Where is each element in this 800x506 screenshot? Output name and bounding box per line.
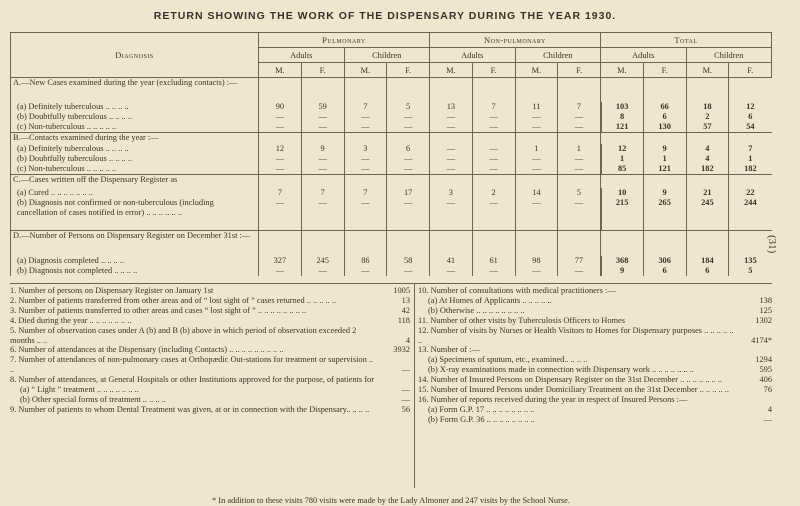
row-label: (a) Cured .. .. .. .. .. .. .. [11,188,259,198]
value-cell: 368 [601,256,644,266]
empty-cell [344,231,387,257]
value-cell: 245 [301,256,344,266]
value-cell: 4 [686,144,729,154]
statistic-label: 13. Number of :— [418,345,480,355]
group-header-total: Total [601,33,772,48]
empty-cell [387,175,430,189]
section-heading: D.—Number of Persons on Dispensary Register on December 31st :— [11,231,259,257]
value-cell: 90 [259,102,302,112]
value-cell: 5 [558,188,601,198]
value-cell: 244 [729,198,772,231]
value-cell: — [515,266,558,276]
sex-header: F. [558,63,601,78]
row-label: (b) Doubtfully tuberculous .. .. .. .. [11,154,259,164]
value-cell: — [301,198,344,231]
sex-header: M. [686,63,729,78]
value-cell: — [259,198,302,231]
value-cell: 121 [643,164,686,175]
empty-cell [558,133,601,145]
value-cell: — [430,164,473,175]
empty-cell [344,78,387,103]
statistic-item [10,345,410,355]
statistic-label: (b) X-ray examinations made in connection with Dispensary work .. .. .. .. .. .. .. [428,365,694,375]
value-cell: — [387,122,430,133]
value-cell: 17 [387,188,430,198]
value-cell: — [344,266,387,276]
value-cell: 12 [729,102,772,112]
statistic-label: (a) At Homes of Applicants .. .. .. .. .. [428,295,552,305]
value-cell: 13 [430,102,473,112]
value-cell: 135 [729,256,772,266]
value-cell: 5 [387,102,430,112]
statistic-value: 1005 [393,286,410,295]
footnote: * In addition to these visits 780 visits were made by the Lady Almoner and 247 visits by the School Nurse. [212,496,570,505]
statistic-item [418,326,772,346]
empty-cell [601,78,644,103]
subgroup-header: Children [344,48,430,63]
value-cell: — [301,266,344,276]
value-cell: 6 [387,144,430,154]
value-cell: 9 [643,144,686,154]
statistic-label: 7. Number of attendances of non-pulmonary cases at Orthopædic Out-stations for treatment or supervision .. .. [10,355,374,375]
value-cell: — [259,112,302,122]
value-cell: 3 [430,188,473,198]
empty-cell [387,78,430,103]
value-cell: — [344,198,387,231]
section-heading-row [11,175,772,189]
subgroup-header: Adults [430,48,516,63]
value-cell: 58 [387,256,430,266]
statistic-label: 3. Number of patients transferred to other areas and cases “ lost sight of ” .. .. .. .. .. .. .. .. [10,305,307,315]
statistic-item [10,355,410,375]
value-cell: — [301,164,344,175]
page-number: (31) [766,235,778,254]
statistic-label: 12. Number of visits by Nurses or Health Visitors to Homes for Dispensary purposes .. .. .. .. .. .. [418,325,734,345]
statistic-value: 1294 [755,355,772,365]
value-cell: 1 [558,144,601,154]
value-cell: 215 [601,198,644,231]
section-heading: B.—Contacts examined during the year :— [11,133,259,145]
table-row [11,154,772,164]
empty-cell [729,231,772,257]
value-cell: 103 [601,102,644,112]
statistic-label: 15. Number of Insured Persons under Domiciliary Treatment on the 31st December .. .. .. .. .. [418,385,729,395]
statistic-label: 10. Number of consultations with medical practitioners :— [418,286,616,295]
statistic-item [10,326,410,346]
empty-cell [515,133,558,145]
statistic-label: (b) Other special forms of treatment .. .. .. .. [20,394,166,404]
statistic-value: — [401,385,410,395]
statistic-label: (a) Form G.P. 17 .. .. .. .. .. .. .. .. [428,404,535,414]
statistic-item [418,395,772,405]
empty-cell [643,78,686,103]
statistic-label: (a) Specimens of sputum, etc., examined.. .. .. .. [428,355,588,365]
value-cell: 12 [259,144,302,154]
empty-cell [558,231,601,257]
value-cell: 1 [643,154,686,164]
statistic-value: 4174* [751,335,772,345]
value-cell: — [558,164,601,175]
row-label: (a) Diagnosis completed .. .. .. .. [11,256,259,266]
empty-cell [430,175,473,189]
value-cell: — [259,122,302,133]
value-cell: — [301,154,344,164]
value-cell: — [515,122,558,133]
statistic-label: 16. Number of reports received during the year in respect of Insured Persons :— [418,394,688,404]
value-cell: 22 [729,188,772,198]
value-cell: — [259,154,302,164]
row-label: (a) Definitely tuberculous .. .. .. .. [11,144,259,154]
empty-cell [259,231,302,257]
section-heading: A.—New Cases examined during the year (excluding contacts) :— [11,78,259,103]
statistic-item [418,345,772,355]
statistic-value: 56 [401,404,410,414]
statistic-item [418,355,772,365]
empty-cell [558,78,601,103]
section-heading-row [11,78,772,103]
empty-cell [686,231,729,257]
empty-cell [729,133,772,145]
value-cell: — [472,122,515,133]
value-cell: 12 [601,144,644,154]
statistic-value: 3932 [393,345,410,355]
sex-header: M. [344,63,387,78]
statistic-value: 4 [405,335,410,345]
subgroup-header: Children [686,48,772,63]
value-cell: 1 [601,154,644,164]
subgroup-header: Children [515,48,601,63]
table-row [11,112,772,122]
sex-header: F. [643,63,686,78]
sex-header: M. [515,63,558,78]
table-row [11,144,772,154]
statistic-label: 1. Number of persons on Dispensary Register on January 1st [10,286,214,295]
empty-cell [729,175,772,189]
value-cell: — [344,122,387,133]
value-cell: — [515,198,558,231]
empty-cell [472,133,515,145]
empty-cell [387,133,430,145]
statistic-value: 125 [759,305,772,315]
sex-header: M. [601,63,644,78]
row-label: (b) Doubtfully tuberculous .. .. .. .. [11,112,259,122]
value-cell: — [472,112,515,122]
statistic-value: 138 [759,295,772,305]
value-cell: 10 [601,188,644,198]
summary-right-column [418,286,772,425]
statistic-item [10,375,410,385]
value-cell: 2 [686,112,729,122]
value-cell: 4 [686,154,729,164]
value-cell: — [387,112,430,122]
value-cell: 7 [259,188,302,198]
value-cell: — [387,154,430,164]
value-cell: 59 [301,102,344,112]
value-cell: 7 [472,102,515,112]
empty-cell [643,133,686,145]
empty-cell [601,231,644,257]
empty-cell [472,78,515,103]
statistic-item [418,286,772,296]
value-cell: 1 [729,154,772,164]
statistic-value: 118 [397,315,410,325]
value-cell: — [259,266,302,276]
empty-cell [686,133,729,145]
sex-header: M. [259,63,302,78]
sex-header: F. [472,63,515,78]
value-cell: 85 [601,164,644,175]
statistic-value: — [401,394,410,404]
value-cell: — [301,122,344,133]
value-cell: — [430,154,473,164]
statistic-label: 6. Number of attendances at the Dispensary (including Contacts) .. .. .. .. .. .. .. .. .. [10,345,284,355]
value-cell: — [387,164,430,175]
subgroup-header: Adults [259,48,345,63]
empty-cell [643,175,686,189]
statistic-item [418,306,772,316]
value-cell: 7 [729,144,772,154]
value-cell: — [558,112,601,122]
value-cell: 9 [643,188,686,198]
value-cell: 77 [558,256,601,266]
value-cell: — [515,154,558,164]
statistic-item [10,385,410,395]
empty-cell [430,133,473,145]
dispensary-return-table [10,32,772,276]
value-cell: 5 [729,266,772,276]
statistic-item [418,365,772,375]
empty-cell [601,175,644,189]
value-cell: 98 [515,256,558,266]
value-cell: — [430,266,473,276]
value-cell: 7 [344,102,387,112]
diagnosis-header: Diagnosis [11,33,259,78]
value-cell: — [259,164,302,175]
empty-cell [430,231,473,257]
section-heading: C.—Cases written off the Dispensary Register as [11,175,259,189]
statistic-label: 5. Number of observation cases under A (b) and B (b) above in which period of observation exceeded 2 months .. .. [10,325,357,345]
value-cell: — [430,144,473,154]
value-cell: 9 [601,266,644,276]
value-cell: 86 [344,256,387,266]
statistic-value: 76 [763,385,772,395]
empty-cell [259,78,302,103]
statistic-value: 406 [759,375,772,385]
empty-cell [301,133,344,145]
empty-cell [515,78,558,103]
statistic-value: 595 [759,365,772,375]
group-header-non-pulmonary: Non-pulmonary [430,33,601,48]
value-cell: 7 [344,188,387,198]
value-cell: — [344,154,387,164]
value-cell: — [387,266,430,276]
value-cell: 182 [729,164,772,175]
row-label: (b) Diagnosis not confirmed or non-tuberculous (including cancellation of cases notified in error) .. .. .. .. .. .. [11,198,259,231]
statistic-label: 4. Died during the year .. .. .. .. .. .. .. [10,315,132,325]
statistic-item [418,296,772,306]
empty-cell [430,78,473,103]
subgroup-header: Adults [601,48,687,63]
value-cell: — [430,198,473,231]
table-row [11,198,772,231]
value-cell: 306 [643,256,686,266]
statistic-item [418,385,772,395]
value-cell: — [558,266,601,276]
statistic-item [10,306,410,316]
value-cell: — [344,164,387,175]
value-cell: — [430,112,473,122]
summary-left-column [10,286,410,415]
statistic-item [418,375,772,385]
statistic-value: 13 [401,295,410,305]
statistic-item [10,286,410,296]
value-cell: 61 [472,256,515,266]
empty-cell [259,175,302,189]
empty-cell [515,175,558,189]
row-label: (b) Diagnosis not completed .. .. .. .. [11,266,259,276]
value-cell: 6 [643,266,686,276]
value-cell: 182 [686,164,729,175]
empty-cell [643,231,686,257]
value-cell: — [558,154,601,164]
statistic-item [10,405,410,415]
value-cell: — [472,154,515,164]
value-cell: 66 [643,102,686,112]
value-cell: 6 [643,112,686,122]
sex-header: F. [387,63,430,78]
value-cell: — [515,112,558,122]
value-cell: — [558,122,601,133]
value-cell: — [472,164,515,175]
value-cell: 6 [686,266,729,276]
statistic-label: 14. Number of Insured Persons on Dispensary Register on the 31st December .. .. .. .. .. .. .. [418,375,723,385]
value-cell: 130 [643,122,686,133]
statistic-item [10,316,410,326]
value-cell: 3 [344,144,387,154]
statistic-item [10,296,410,306]
value-cell: 2 [472,188,515,198]
summary-statistics [10,283,772,505]
value-cell: 57 [686,122,729,133]
statistic-label: 8. Number of attendances, at General Hospitals or other Institutions approved for the purpose, of patients for [10,375,374,385]
table-row [11,266,772,276]
value-cell: 8 [601,112,644,122]
statistic-value: 1302 [755,315,772,325]
statistic-item [418,316,772,326]
empty-cell [344,175,387,189]
table-row [11,256,772,266]
statistic-value: — [401,365,410,375]
statistic-value: 42 [401,305,410,315]
value-cell: 18 [686,102,729,112]
value-cell: 184 [686,256,729,266]
value-cell: — [472,198,515,231]
empty-cell [686,78,729,103]
page-title: RETURN SHOWING THE WORK OF THE DISPENSARY DURING THE YEAR 1930. [153,10,617,22]
sex-header: F. [729,63,772,78]
empty-cell [301,231,344,257]
empty-cell [472,175,515,189]
value-cell: 11 [515,102,558,112]
value-cell: — [387,198,430,231]
empty-cell [686,175,729,189]
statistic-label: 9. Number of patients to whom Dental Treatment was given, at or in connection with the Dispensary.. .. .. .. [10,404,370,414]
statistic-label: 2. Number of patients transferred from other areas and of “ lost sight of ” cases returned .. .. .. .. .. [10,295,337,305]
value-cell: — [430,122,473,133]
value-cell: 14 [515,188,558,198]
empty-cell [301,175,344,189]
sex-header: M. [430,63,473,78]
empty-cell [387,231,430,257]
empty-cell [472,231,515,257]
statistic-label: (a) “ Light ” treatment .. .. .. .. .. .. .. [20,385,139,395]
empty-cell [344,133,387,145]
value-cell: 1 [515,144,558,154]
table-row [11,102,772,112]
statistic-label: (b) Form G.P. 36 .. .. .. .. .. .. .. .. [428,414,535,424]
value-cell: 121 [601,122,644,133]
statistic-label: 11. Number of other visits by Tuberculosis Officers to Homes [418,315,626,325]
group-header-pulmonary: Pulmonary [259,33,430,48]
sex-header: F. [301,63,344,78]
row-label: (c) Non-tuberculous .. .. .. .. .. [11,164,259,175]
statistic-item [418,415,772,425]
table-row [11,164,772,175]
value-cell: — [558,198,601,231]
row-label: (c) Non-tuberculous .. .. .. .. .. [11,122,259,133]
empty-cell [558,175,601,189]
value-cell: 7 [301,188,344,198]
statistic-value: 4 [767,404,772,414]
empty-cell [729,78,772,103]
value-cell: 327 [259,256,302,266]
section-heading-row [11,231,772,257]
statistic-item [10,395,410,405]
value-cell: — [515,164,558,175]
row-label: (a) Definitely tuberculous .. .. .. .. [11,102,259,112]
empty-cell [601,133,644,145]
statistic-item [418,405,772,415]
value-cell: 9 [301,144,344,154]
value-cell: 7 [558,102,601,112]
empty-cell [301,78,344,103]
value-cell: — [301,112,344,122]
value-cell: 265 [643,198,686,231]
table-row [11,122,772,133]
value-cell: — [472,266,515,276]
value-cell: 6 [729,112,772,122]
value-cell: 21 [686,188,729,198]
column-divider [414,284,415,488]
value-cell: 41 [430,256,473,266]
value-cell: — [472,144,515,154]
value-cell: — [344,112,387,122]
value-cell: 54 [729,122,772,133]
statistic-label: (b) Otherwise .. .. .. .. .. .. .. .. [428,305,525,315]
value-cell: 245 [686,198,729,231]
empty-cell [259,133,302,145]
section-heading-row [11,133,772,145]
table-row [11,188,772,198]
empty-cell [515,231,558,257]
statistic-value: — [763,414,772,424]
